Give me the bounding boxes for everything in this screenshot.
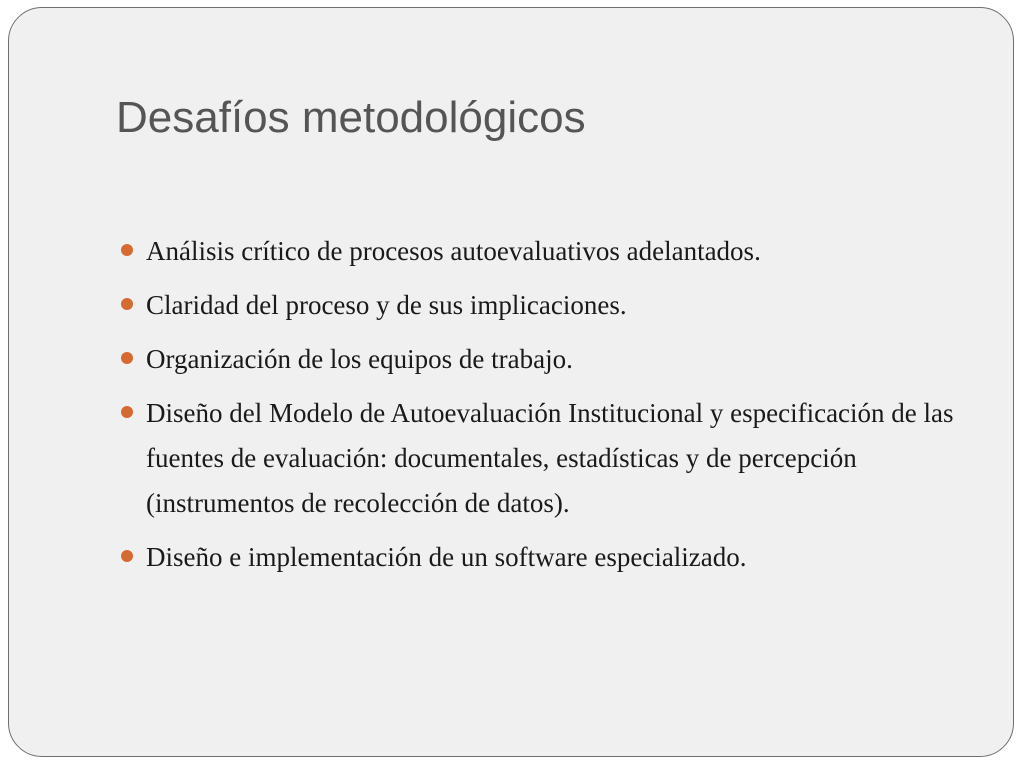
bullet-text: Claridad del proceso y de sus implicaciones.	[146, 290, 627, 320]
bullet-icon	[121, 406, 133, 418]
bullet-text: Diseño del Modelo de Autoevaluación Institucional y especificación de las fuentes de evaluación: documentales, estadísticas y de percepción (instrumentos de recolección de datos).	[146, 398, 954, 518]
bullet-text: Organización de los equipos de trabajo.	[146, 344, 573, 374]
bullet-list	[120, 229, 970, 589]
bullet-item	[120, 391, 970, 526]
bullet-item	[120, 229, 970, 274]
slide	[8, 7, 1014, 757]
bullet-icon	[121, 550, 133, 562]
bullet-icon	[121, 244, 133, 256]
bullet-text: Diseño e implementación de un software especializado.	[146, 542, 747, 572]
bullet-text: Análisis crítico de procesos autoevaluativos adelantados.	[146, 236, 761, 266]
bullet-item	[120, 283, 970, 328]
bullet-icon	[121, 298, 133, 310]
slide-title: Desafíos metodológicos	[116, 93, 586, 142]
bullet-item	[120, 535, 970, 580]
bullet-item	[120, 337, 970, 382]
bullet-icon	[121, 352, 133, 364]
